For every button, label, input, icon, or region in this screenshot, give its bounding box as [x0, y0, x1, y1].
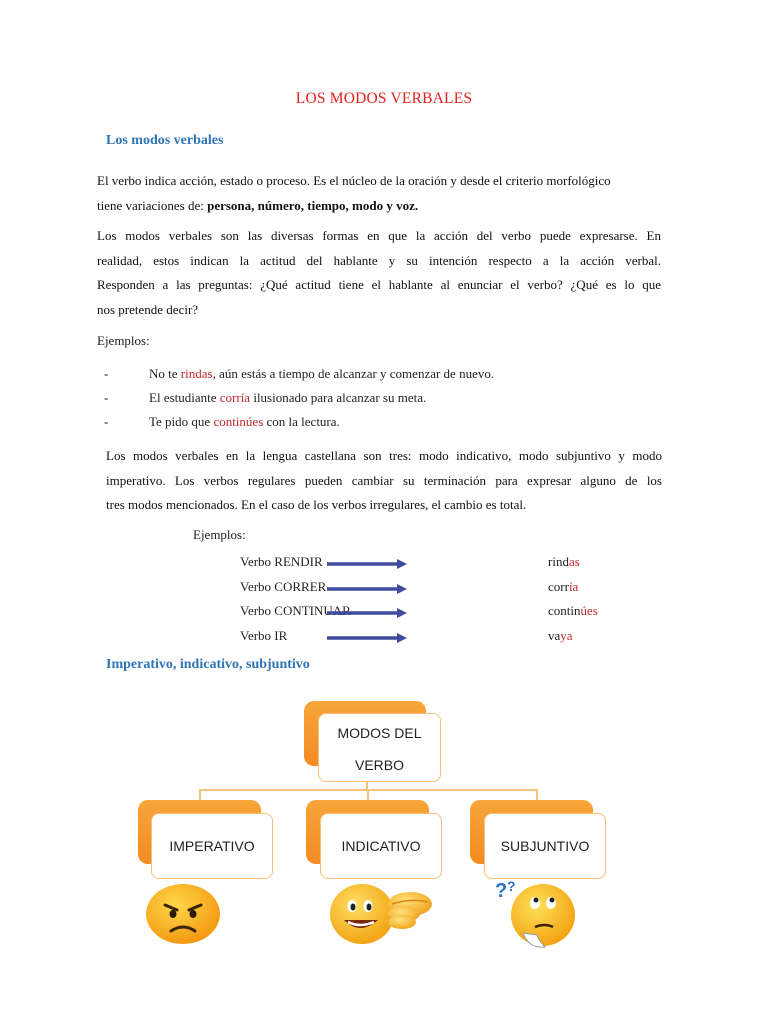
bullet-pre: No te — [149, 366, 181, 381]
bullet-pre: El estudiante — [149, 390, 220, 405]
intro-line-2-bold: persona, número, tiempo, modo y voz. — [207, 197, 419, 213]
list-item — [0, 390, 768, 410]
examples-label-2: Ejemplos: — [193, 527, 246, 542]
bullet-dash: - — [104, 390, 109, 405]
verb-stem: corr — [548, 579, 569, 594]
bullet-post: , aún estás a tiempo de alcanzar y comenzar de nuevo. — [212, 366, 495, 381]
para2-line-3: Responden a las preguntas: ¿Qué actitud tiene el hablante al enunciar el verbo? ¿Qué es lo que — [97, 277, 661, 292]
bullet-pre: Te pido que — [149, 414, 214, 429]
section-heading-modos: Los modos verbales — [106, 133, 224, 148]
node-indicativo: INDICATIVO — [320, 813, 442, 879]
para3-line-1: Los modos verbales en la lengua castellana son tres: modo indicativo, modo subjuntivo y modo — [106, 448, 662, 463]
section-heading-imperativo: Imperativo, indicativo, subjuntivo — [106, 657, 310, 672]
bullet-post: con la lectura. — [263, 414, 340, 429]
node-imperativo: IMPERATIVO — [151, 813, 273, 879]
root-label-line-2: VERBO — [354, 756, 404, 773]
angry-face-icon — [145, 883, 221, 945]
arrow-right-icon — [327, 557, 407, 571]
para3-line-3: tres modos mencionados. En el caso de los verbos irregulares, el cambio es total. — [106, 497, 527, 512]
thumbs-up-face-icon — [328, 880, 438, 946]
verb-stem: va — [548, 628, 561, 643]
intro-paragraph — [97, 169, 667, 218]
para2-line-2: realidad, estos indican la actitud del hablante y su intención respecto a la acción verbal. — [97, 252, 661, 268]
svg-text:?: ? — [507, 878, 516, 894]
verb-form — [548, 603, 598, 619]
verb-form — [548, 554, 580, 570]
list-item — [0, 366, 768, 386]
modos-definition-paragraph — [97, 224, 661, 322]
para2-line-1: Los modos verbales son las diversas formas en que la acción del verbo puede expresarse. En — [97, 228, 661, 243]
examples-list — [0, 366, 768, 441]
verb-ending: as — [568, 554, 580, 569]
bullet-dash: - — [104, 414, 109, 429]
examples-label: Ejemplos: — [97, 333, 150, 348]
verb-form — [548, 579, 578, 595]
bullet-text — [149, 414, 340, 430]
bullet-text — [149, 390, 426, 406]
node-subjuntivo: SUBJUNTIVO — [484, 813, 606, 879]
intro-line-2-text: tiene variaciones de: — [97, 197, 208, 213]
arrow-right-icon — [327, 582, 407, 596]
three-modes-paragraph — [106, 444, 662, 518]
highlight-verb: rindas — [180, 366, 213, 381]
list-item — [0, 414, 768, 434]
verb-name: Verbo CORRER — [240, 579, 327, 594]
verb-ending: úes — [580, 603, 598, 618]
verb-ending: ya — [560, 628, 573, 643]
bullet-text — [149, 366, 494, 382]
verb-form — [548, 628, 573, 644]
verb-stem: rind — [548, 554, 569, 569]
arrow-right-icon — [327, 606, 407, 620]
root-label-line-1: MODOS DEL — [337, 724, 422, 741]
para2-line-4: nos pretende decir? — [97, 301, 199, 317]
bullet-post: ilusionado para alcanzar su meta. — [250, 390, 427, 405]
svg-text:?: ? — [495, 880, 508, 902]
para3-line-2: imperativo. Los verbos regulares pueden cambiar su terminación para expresar alguno de los — [106, 472, 662, 488]
highlight-verb: continúes — [213, 414, 264, 429]
page-title: LOS MODOS VERBALES — [295, 90, 473, 107]
root-node — [318, 713, 441, 782]
thinking-face-icon — [493, 875, 583, 959]
verb-name: Verbo IR — [240, 628, 288, 643]
verb-ending: ía — [568, 579, 579, 594]
highlight-verb: corría — [219, 390, 251, 405]
verb-name: Verbo RENDIR — [240, 554, 323, 569]
arrow-right-icon — [327, 631, 407, 645]
intro-line-2 — [97, 194, 667, 219]
intro-line-1: El verbo indica acción, estado o proceso. Es el núcleo de la oración y desde el criterio morfológico — [97, 173, 611, 188]
bullet-dash: - — [104, 366, 109, 381]
verb-name: Verbo CONTINUAR — [240, 603, 351, 618]
verb-stem: contin — [548, 603, 581, 618]
